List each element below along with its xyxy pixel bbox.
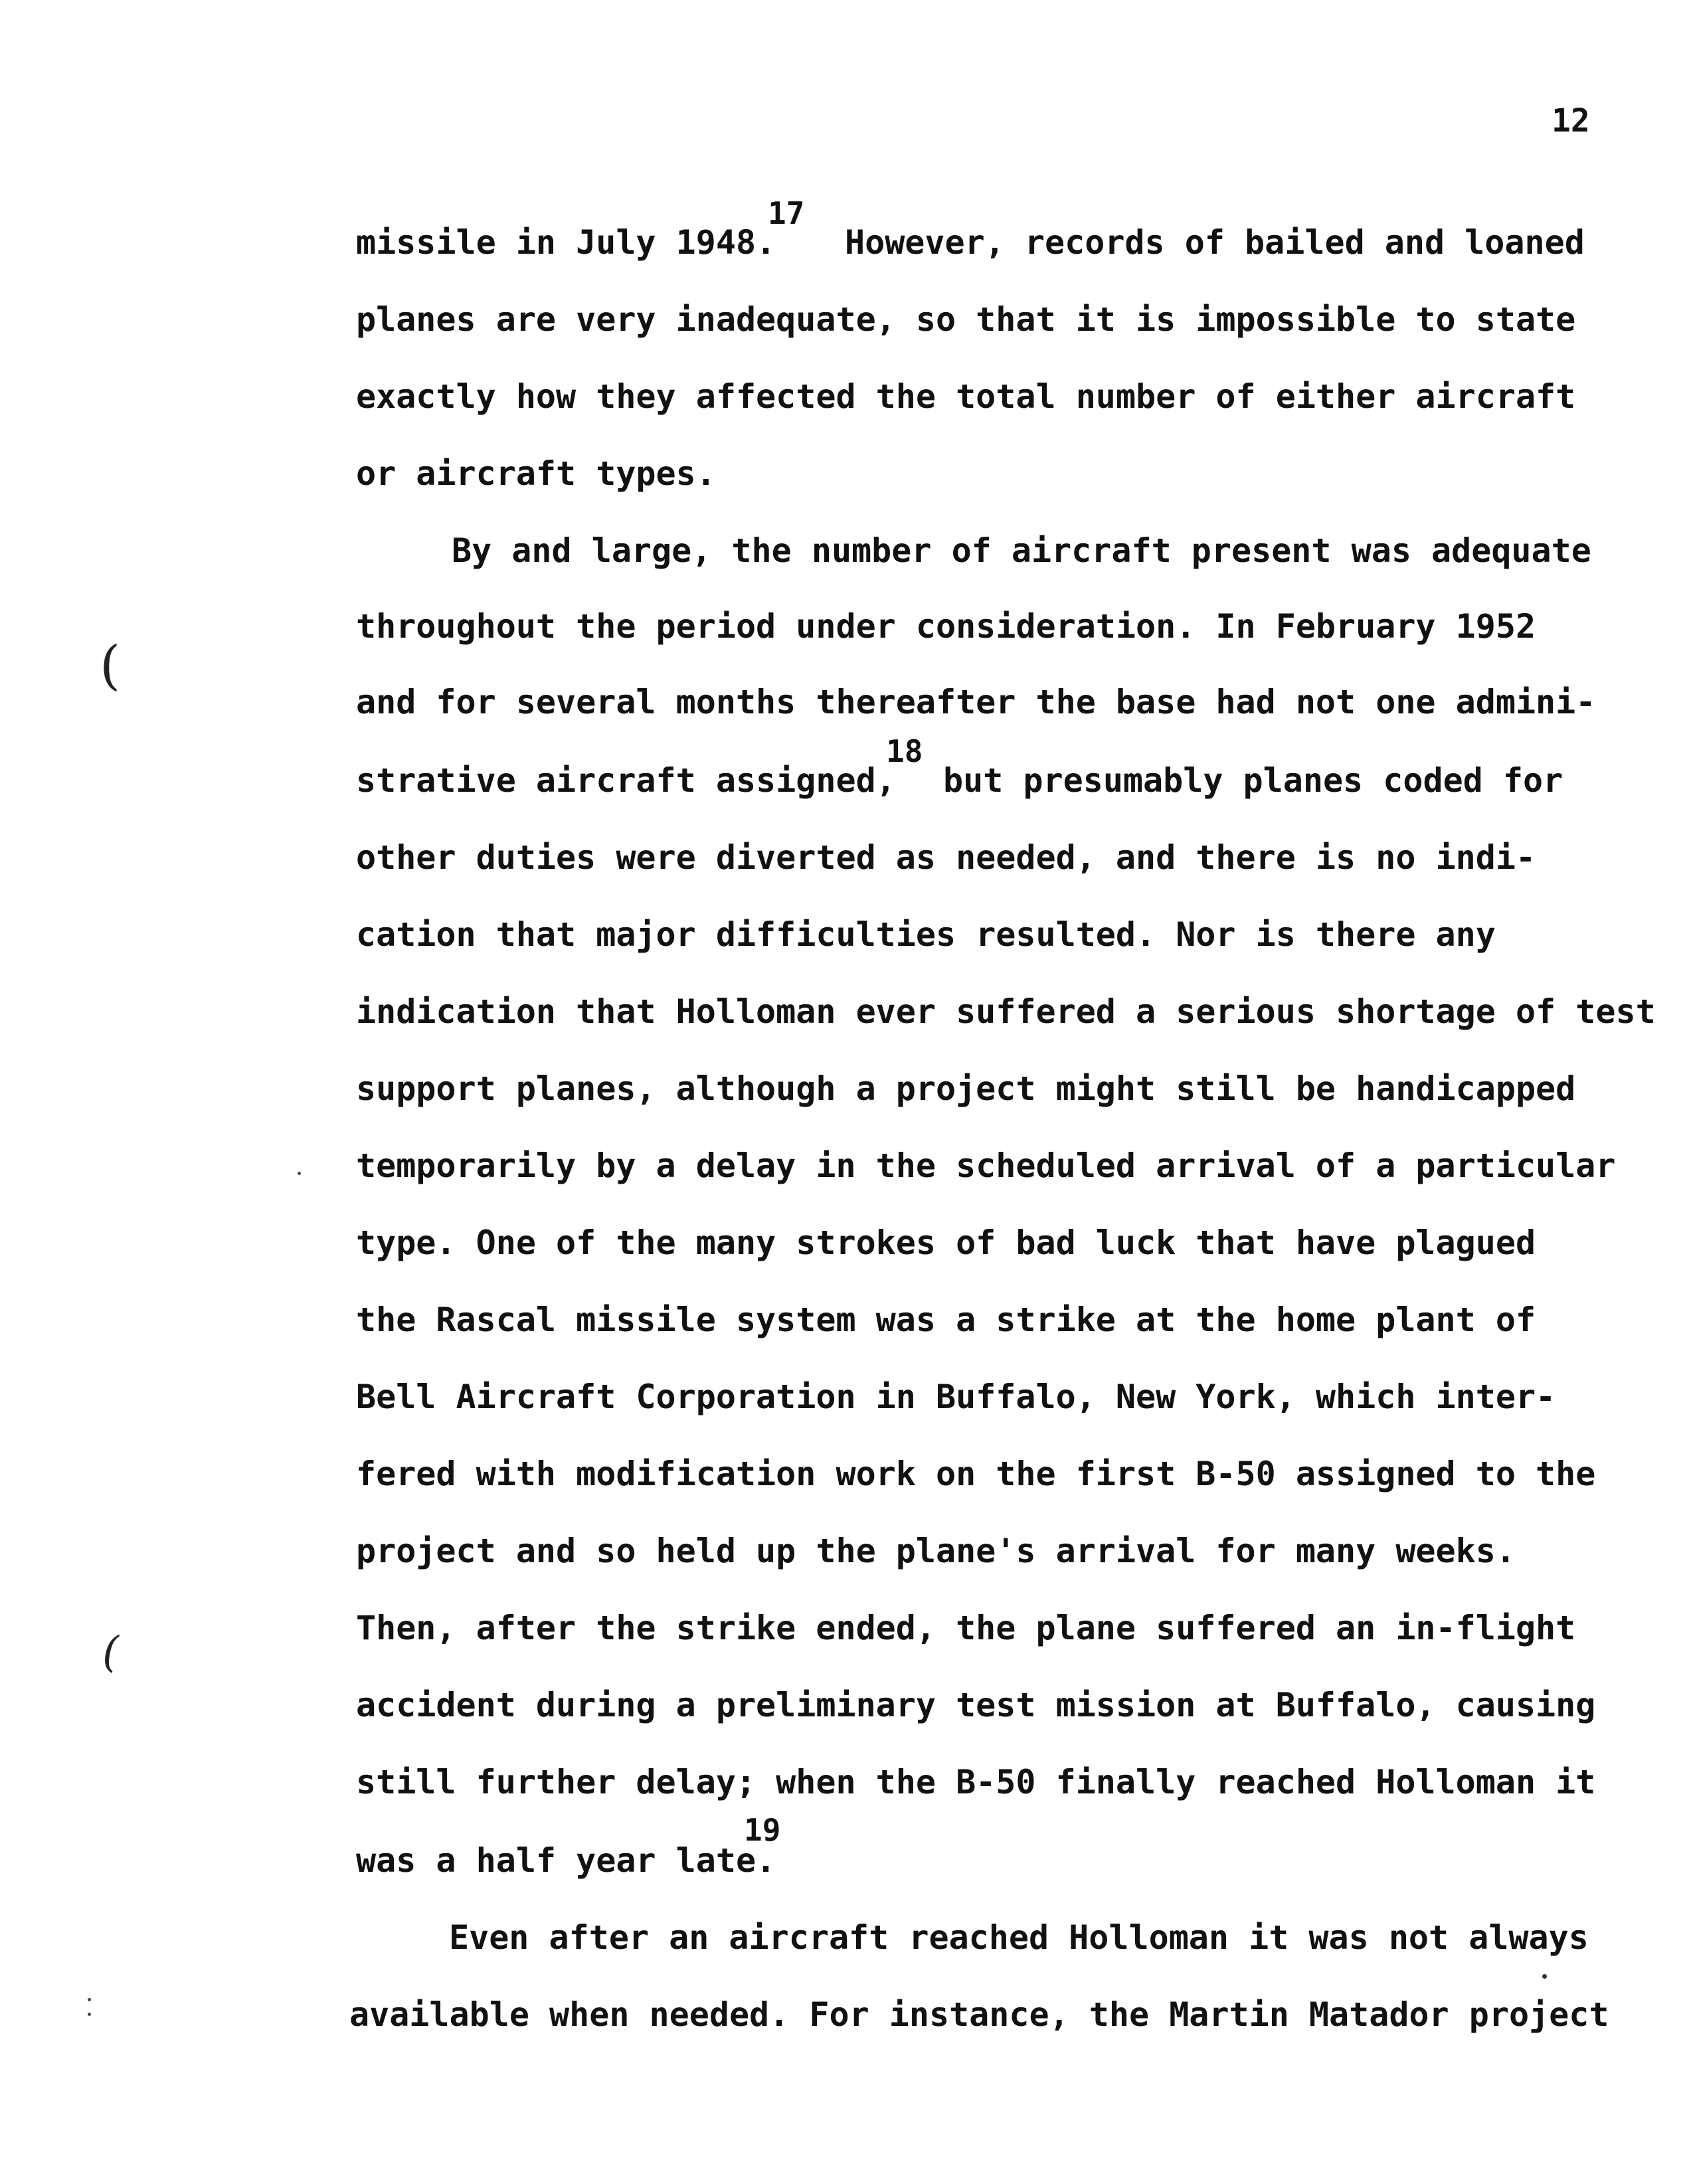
- text-line-6: throughout the period under consideration. In February 1952: [356, 607, 1536, 646]
- text-line-3: exactly how they affected the total number of either aircraft: [356, 377, 1576, 416]
- margin-mark-upper: (: [100, 634, 121, 696]
- text-line-2: planes are very inadequate, so that it is impossible to state: [356, 300, 1576, 339]
- text-line-23: Even after an aircraft reached Holloman it was not always: [449, 1918, 1589, 1957]
- text-line-12: support planes, although a project might still be handicapped: [356, 1069, 1576, 1108]
- footnote-ref-17: 17: [768, 195, 805, 231]
- text-line-22: was a half year late.: [356, 1841, 776, 1880]
- text-line-19: Then, after the strike ended, the plane suffered an in-flight: [356, 1609, 1576, 1647]
- text-line-18: project and so held up the plane's arrival for many weeks.: [356, 1532, 1516, 1570]
- text-line-21: still further delay; when the B-50 finally reached Holloman it: [356, 1763, 1596, 1801]
- text-line-8: strative aircraft assigned,: [356, 761, 896, 800]
- text-line-7: and for several months thereafter the base had not one admini-: [356, 683, 1596, 721]
- margin-dot-3: [88, 2013, 91, 2016]
- text-line-10: cation that major difficulties resulted. Nor is there any: [356, 915, 1496, 954]
- footnote-ref-18: 18: [886, 733, 923, 769]
- text-line-5: By and large, the number of aircraft present was adequate: [452, 531, 1591, 570]
- margin-dot-1: [298, 1172, 301, 1175]
- margin-mark-lower: (: [102, 1628, 119, 1677]
- text-line-4: or aircraft types.: [356, 454, 716, 493]
- text-line-16: Bell Aircraft Corporation in Buffalo, New York, which inter-: [356, 1378, 1556, 1416]
- text-line-15: the Rascal missile system was a strike at the home plant of: [356, 1301, 1536, 1339]
- margin-dot-2: [88, 1998, 91, 2001]
- text-line-11: indication that Holloman ever suffered a serious shortage of test: [356, 992, 1656, 1031]
- text-line-24: available when needed. For instance, the Martin Matador project: [349, 1995, 1609, 2034]
- text-line-8-continuation: but presumably planes coded for: [943, 761, 1563, 800]
- page-number: 12: [1552, 102, 1590, 139]
- text-line-1-continuation: However, records of bailed and loaned: [845, 223, 1585, 262]
- text-line-14: type. One of the many strokes of bad luck that have plagued: [356, 1224, 1536, 1262]
- footnote-ref-19: 19: [744, 1812, 781, 1848]
- text-line-9: other duties were diverted as needed, and there is no indi-: [356, 838, 1536, 877]
- text-line-20: accident during a preliminary test mission at Buffalo, causing: [356, 1686, 1596, 1724]
- text-line-17: fered with modification work on the first B-50 assigned to the: [356, 1455, 1596, 1493]
- text-line-1: missile in July 1948.: [356, 223, 776, 262]
- margin-dot-4: [1542, 1974, 1547, 1979]
- text-line-13: temporarily by a delay in the scheduled arrival of a particular: [356, 1146, 1616, 1185]
